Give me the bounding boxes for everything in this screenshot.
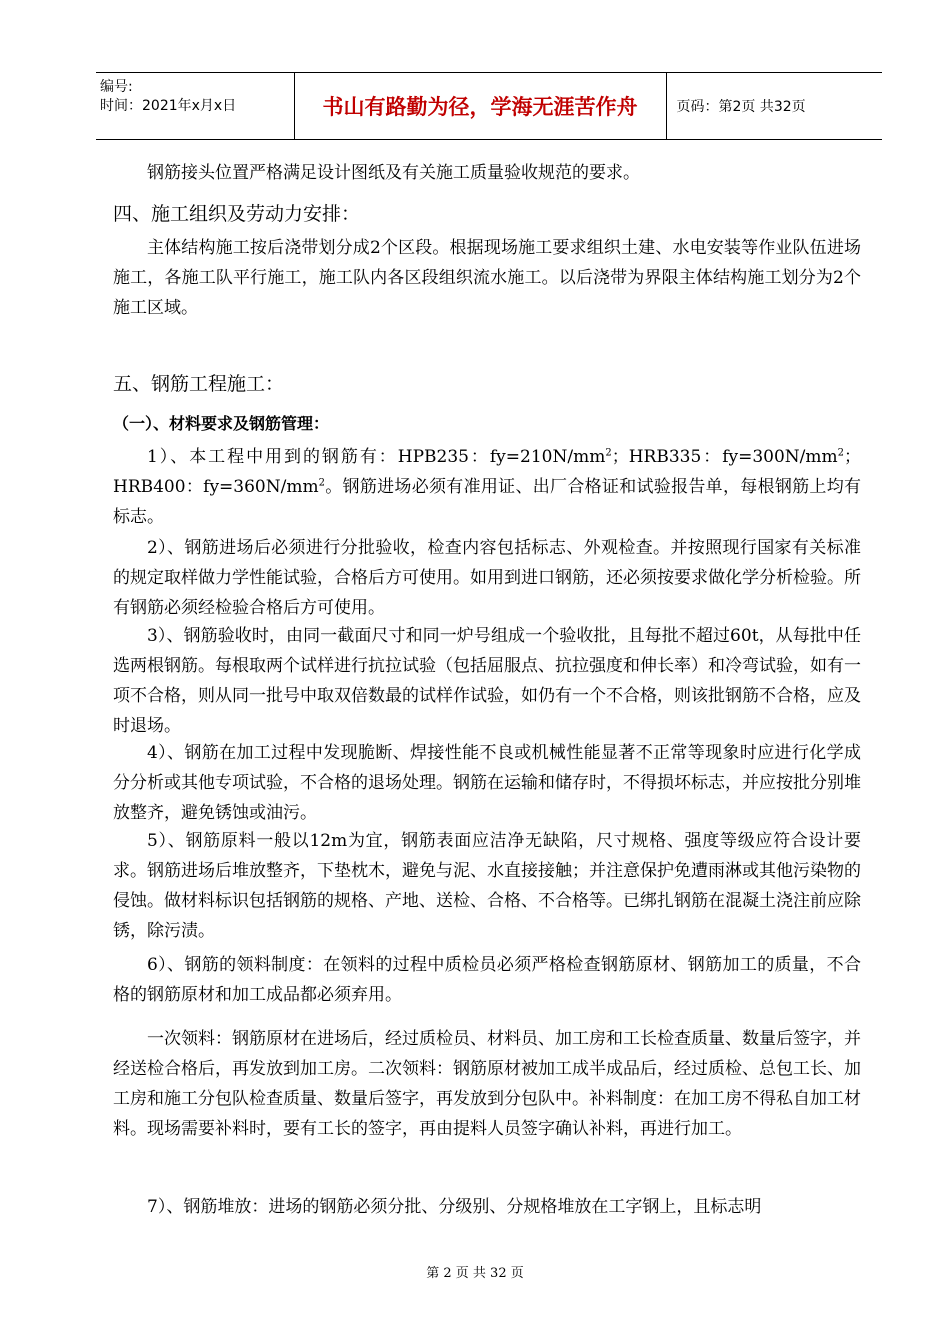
section-five-heading: 五、钢筋工程施工： xyxy=(113,373,285,395)
paragraph-intro: 钢筋接头位置严格满足设计图纸及有关施工质量验收规范的要求。 xyxy=(147,163,640,183)
subsection-heading: （一）、材料要求及钢筋管理： xyxy=(113,414,330,433)
item-2-paragraph: 2）、钢筋进场后必须进行分批验收，检查内容包括标志、外观检查。并按照现行国家有关标准的规定取样做力学性能试验，合格后方可使用。如用到进口钢筋，还必须按要求做化学分析检验。所有钢筋必须经检验合格后方可使用。 xyxy=(113,538,861,618)
motto: 书山有路勤为径，学海无涯苦作舟 xyxy=(322,95,638,119)
item-4-paragraph: 4）、钢筋在加工过程中发现脆断、焊接性能不良或机械性能显著不正常等现象时应进行化学成分分析或其他专项试验，不合格的退场处理。钢筋在运输和储存时，不得损坏标志，并应按批分别堆放整齐，避免锈蚀或油污。 xyxy=(113,743,861,823)
item-7-paragraph: 7）、钢筋堆放：进场的钢筋必须分批、分级别、分规格堆放在工字钢上，且标志明 xyxy=(147,1197,762,1217)
header-meta-cell xyxy=(96,73,294,140)
header-motto-cell xyxy=(294,73,666,140)
header-table xyxy=(96,72,882,140)
page-indicator: 页码：第2页 共32页 xyxy=(676,99,806,115)
item-5-paragraph: 5）、钢筋原料一般以12m为宜，钢筋表面应洁净无缺陷，尺寸规格、强度等级应符合设计要求。钢筋进场后堆放整齐，下垫枕木，避免与泥、水直接接触；并注意保护免遭雨淋或其他污染物的侵蚀。做材料标识包括钢筋的规格、产地、送检、合格、不合格等。已绑扎钢筋在混凝土浇注前应除锈，除污渍。 xyxy=(113,831,861,941)
section-four-paragraph: 主体结构施工按后浇带划分成2个区段。根据现场施工要求组织土建、水电安装等作业队伍进场施工，各施工队平行施工，施工队内各区段组织流水施工。以后浇带为界限主体结构施工划分为2个施工区域。 xyxy=(113,238,861,318)
item-1-paragraph: 1）、本工程中用到的钢筋有：HPB235：$fy=210N/mm^2$；HRB335：$fy=300N/mm^2$；HRB400：$fy=360N/mm^2$。钢筋进场必须有准用证、出厂合格证和试验报告单，每根钢筋上均有标志。 xyxy=(113,447,862,527)
page-footer: 第 2 页 共 32 页 xyxy=(426,1266,524,1281)
doc-number-label: 编号: xyxy=(100,78,133,95)
requisition-paragraph: 一次领料：钢筋原材在进场后，经过质检员、材料员、加工房和工长检查质量、数量后签字，并经送检合格后，再发放到加工房。二次领料：钢筋原材被加工成半成品后，经过质检、总包工长、加工房和施工分包队检查质量、数量后签字，再发放到分包队中。补料制度：在加工房不得私自加工材料。现场需要补料时，要有工长的签字，再由提料人员签字确认补料，再进行加工。 xyxy=(113,1029,861,1139)
section-four-heading: 四、施工组织及劳动力安排： xyxy=(113,203,361,225)
header-page-cell xyxy=(666,73,882,140)
time-label: 时间：2021年x月x日 xyxy=(100,97,237,114)
item-6-paragraph: 6）、钢筋的领料制度：在领料的过程中质检员必须严格检查钢筋原材、钢筋加工的质量，不合格的钢筋原材和加工成品都必须弃用。 xyxy=(113,955,861,1005)
item-3-paragraph: 3）、钢筋验收时，由同一截面尺寸和同一炉号组成一个验收批，且每批不超过60t，从每批中任选两根钢筋。每根取两个试样进行抗拉试验（包括屈服点、抗拉强度和伸长率）和冷弯试验，如有一项不合格，则从同一批号中取双倍数最的试样作试验，如仍有一个不合格，则该批钢筋不合格，应及时退场。 xyxy=(113,626,861,736)
